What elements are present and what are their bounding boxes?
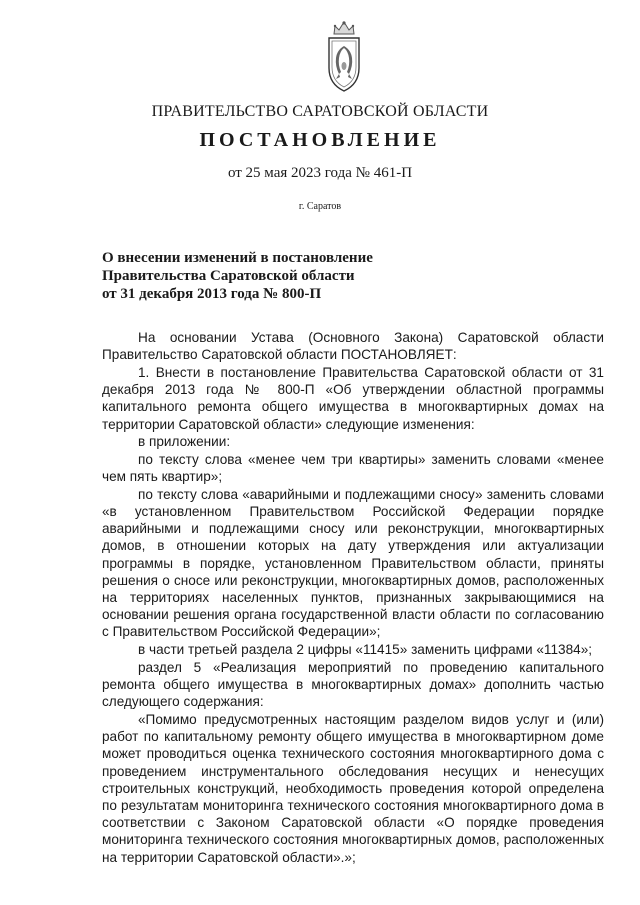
body-paragraph: в части третьей раздела 2 цифры «11415» заменить цифрами «11384»; xyxy=(138,642,593,658)
document-type: ПОСТАНОВЛЕНИЕ xyxy=(199,129,441,151)
subject-line: О внесении изменений в постановление xyxy=(102,250,373,266)
subject-line: Правительства Саратовской области xyxy=(102,268,355,284)
body-paragraph: На основании Устава (Основного Закона) Саратовской области Правительство Саратовской области ПОСТАНОВЛЯЕТ: xyxy=(102,330,604,363)
body-paragraph: в приложении: xyxy=(138,434,231,450)
body-paragraph: по тексту слова «менее чем три квартиры» заменить словами «менее чем пять квартир»; xyxy=(102,451,604,485)
body-paragraph: «Помимо предусмотренных настоящим разделом видов услуг и (или) работ по капитальному ремонту общего имущества в многоквартирном доме может проводиться оценка технического состояния многоквартирного дома с проведением инструментального обследования несущих и ненесущих строительных конструкций, необходимость проведения которой определена по результатам мониторинга технического состояния многоквартирного дома в соответствии с Законом Саратовской области «О порядке проведения мониторинга технического состояния многоквартирных домов, расположенных на территории Саратовской области».»; xyxy=(102,711,604,865)
government-name: ПРАВИТЕЛЬСТВО САРАТОВСКОЙ ОБЛАСТИ xyxy=(151,103,489,120)
coat-of-arms-icon xyxy=(323,20,365,94)
body-paragraph: 1. Внести в постановление Правительства Саратовской области от 31 декабря 2013 года № 800-П «Об утверждении областной программы капитального ремонта общего имущества в многоквартирных домах на территории Саратовской области» следующие изменения: xyxy=(102,364,604,432)
document-body xyxy=(102,329,604,866)
subject-line: от 31 декабря 2013 года № 800-П xyxy=(102,286,322,302)
document-city: г. Саратов xyxy=(298,201,342,212)
document-subject xyxy=(102,249,502,303)
body-paragraph: раздел 5 «Реализация мероприятий по проведению капитального ремонта общего имущества в многоквартирных домах» дополнить частью следующего содержания: xyxy=(102,659,604,710)
document-date-number: от 25 мая 2023 года № 461-П xyxy=(227,165,413,181)
body-paragraph: по тексту слова «аварийными и подлежащими сносу» заменить словами «в установленном Правительством Российской Федерации порядке аварийными и подлежащими сносу или реконструкции, многоквартирных домов, в отношении которых на дату утверждения или актуализации программы в порядке, установленном Правительством области, приняты решения о сносе или реконструкции, многоквартирных домов, расположенных на территориях населенных пунктов, признанных закрывающимися на основании решения органа государственной власти области по согласованию с Правительством Российской Федерации»; xyxy=(102,486,604,640)
